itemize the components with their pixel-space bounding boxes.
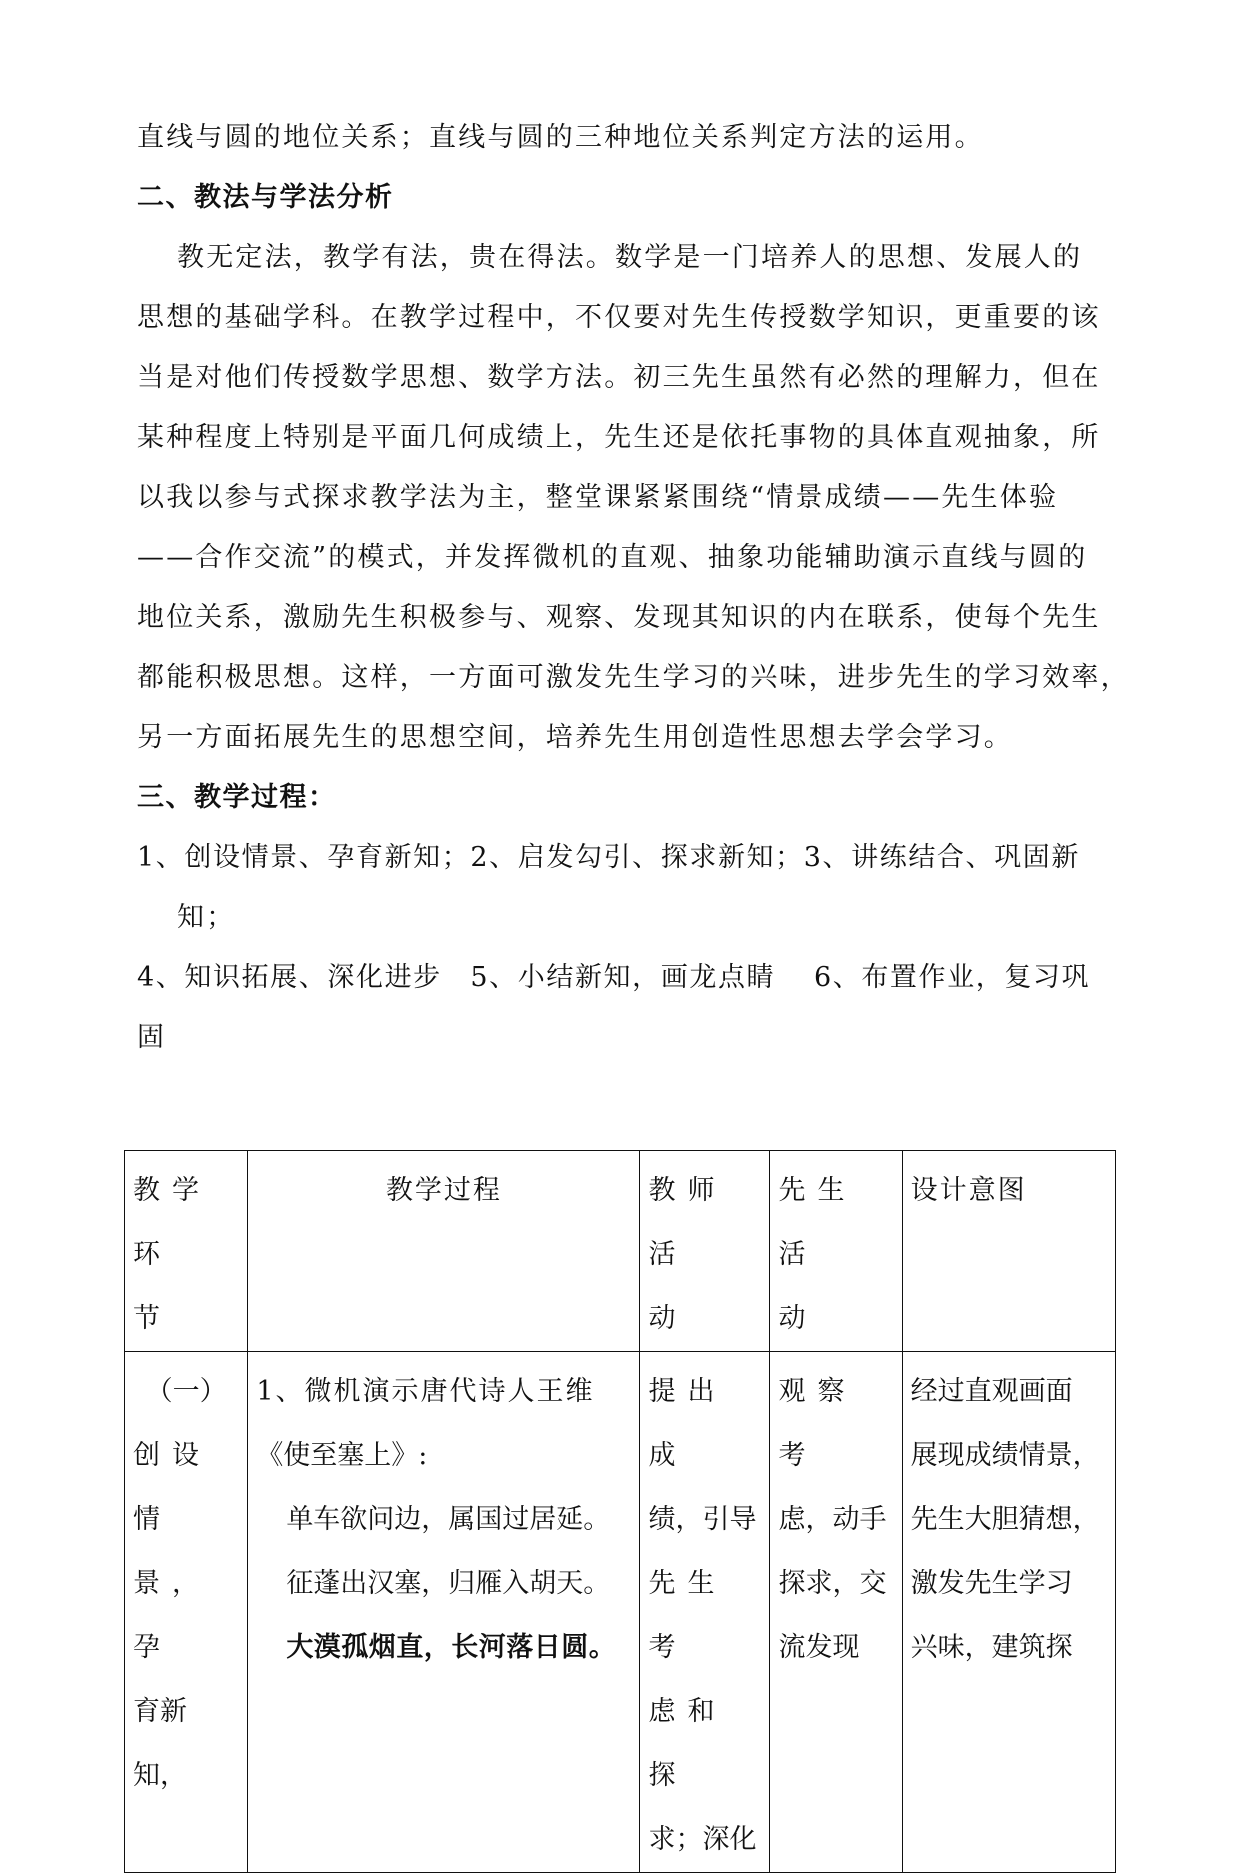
cell-teacher <box>640 1352 770 1873</box>
cell-text: 兴味，建筑探 <box>910 1632 1073 1663</box>
steps-line: 知； <box>177 902 236 933</box>
header-cell-process <box>248 1151 640 1352</box>
paragraph-line: 地位关系，激励先生积极参与、观察、发现其知识的内在联系，使每个先生 <box>137 602 1101 633</box>
paragraph-line: ——合作交流”的模式，并发挥微机的直观、抽象功能辅助演示直线与圆的 <box>137 542 1088 573</box>
steps-line: 4、知识拓展、深化进步 5、小结新知，画龙点睛 6、布置作业，复习巩 <box>137 962 1091 993</box>
header-text: 教学过程 <box>385 1175 502 1206</box>
cell-process <box>248 1352 640 1873</box>
cell-stage <box>125 1352 248 1873</box>
cell-text: 先生大胆猜想， <box>910 1504 1100 1535</box>
cell-text: 虑，动手 <box>778 1504 887 1535</box>
section-heading-2: 二、教法与学法分析 <box>137 182 394 213</box>
paragraph-line: 思想的基础学科。在教学过程中，不仅要对先生传授数学知识，更重要的该 <box>137 302 1101 333</box>
section-heading-3: 三、教学过程： <box>137 782 337 813</box>
header-text: 先生活 <box>778 1175 857 1270</box>
cell-text: 求；深化 <box>648 1824 757 1855</box>
cell-student <box>770 1352 902 1873</box>
paragraph-line: 都能积极思想。这样，一方面可激发先生学习的兴味，进步先生的学习效率， <box>137 662 1130 693</box>
paragraph-line: 某种程度上特别是平面几何成绩上，先生还是依托事物的具体直观抽象，所 <box>137 422 1101 453</box>
cell-text: 虑和探 <box>648 1696 727 1791</box>
cell-text: 展现成绩情景， <box>910 1440 1100 1471</box>
poem-line: 征蓬出汉塞，归雁入胡天。 <box>286 1568 611 1599</box>
cell-text: 先生考 <box>648 1568 727 1663</box>
cell-text: 探求，交 <box>778 1568 887 1599</box>
cell-text: 1、微机演示唐代诗人王维 <box>256 1376 595 1407</box>
cell-text: 激发先生学习 <box>910 1568 1073 1599</box>
header-text: 动 <box>778 1303 806 1334</box>
table-header-row <box>125 1151 1116 1352</box>
cell-text: 绩，引导 <box>648 1504 757 1535</box>
cell-text: 提出成 <box>648 1376 727 1471</box>
paragraph-line: 以我以参与式探求教学法为主，整堂课紧紧围绕“情景成绩——先生体验 <box>137 482 1059 513</box>
cell-text: （一） <box>145 1376 227 1407</box>
poem-line-bold: 大漠孤烟直，长河落日圆。 <box>286 1632 617 1663</box>
header-cell-student <box>770 1151 902 1352</box>
header-cell-intent <box>902 1151 1115 1352</box>
paragraph-line: 当是对他们传授数学思想、数学方法。初三先生虽然有必然的理解力，但在 <box>137 362 1101 393</box>
cell-text: 《使至塞上》: <box>256 1440 428 1471</box>
table-row <box>125 1352 1116 1873</box>
header-text: 节 <box>133 1303 160 1334</box>
header-cell-stage <box>125 1151 248 1352</box>
steps-line: 固 <box>137 1022 167 1053</box>
cell-text: 创设情 <box>133 1440 211 1535</box>
cell-intent <box>902 1352 1115 1873</box>
lesson-table <box>124 1150 1116 1873</box>
document-body <box>137 118 1130 1058</box>
cell-text: 育新知， <box>133 1696 187 1791</box>
paragraph-line: 直线与圆的地位关系；直线与圆的三种地位关系判定方法的运用。 <box>137 122 984 153</box>
paragraph-line: 另一方面拓展先生的思想空间，培养先生用创造性思想去学会学习。 <box>137 722 1013 753</box>
header-text: 动 <box>648 1303 676 1334</box>
steps-line: 1、创设情景、孕育新知；2、启发勾引、探求新知；3、讲练结合、巩固新 <box>137 842 1080 873</box>
cell-text: 经过直观画面 <box>910 1376 1073 1407</box>
paragraph-line: 教无定法，教学有法，贵在得法。数学是一门培养人的思想、发展人的 <box>177 242 1083 273</box>
poem-line: 单车欲问边，属国过居延。 <box>286 1504 611 1535</box>
header-text: 教学环 <box>133 1175 211 1270</box>
header-cell-teacher <box>640 1151 770 1352</box>
header-text: 教师活 <box>648 1175 727 1270</box>
cell-text: 景，孕 <box>133 1568 211 1663</box>
header-text: 设计意图 <box>910 1175 1027 1206</box>
cell-text: 流发现 <box>778 1632 860 1663</box>
cell-text: 观察考 <box>778 1376 857 1471</box>
